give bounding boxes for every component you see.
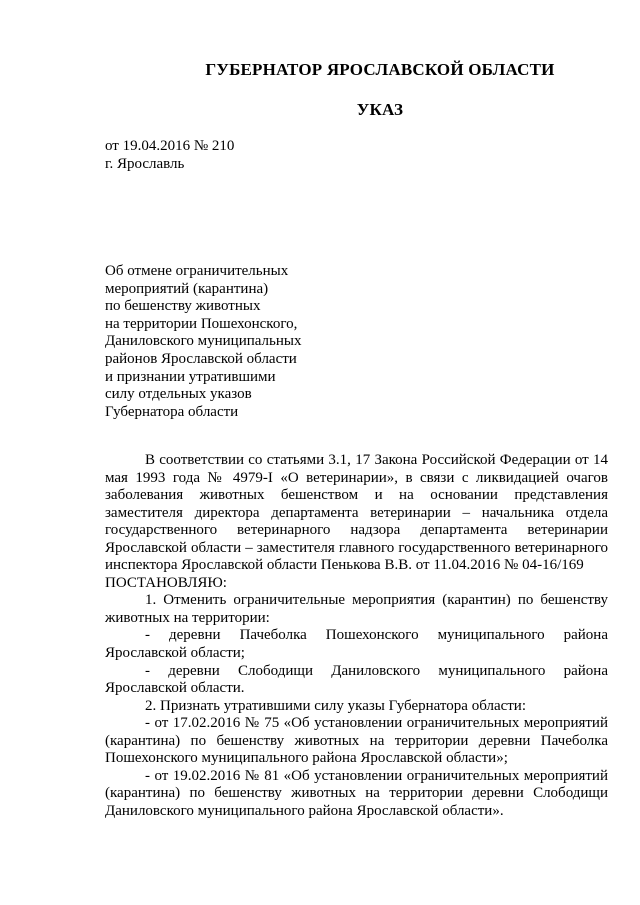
title-line: по бешенству животных [105, 298, 261, 315]
document-type: УКАЗ [356, 100, 404, 119]
item-1-village-1: - деревни Пачеболка Пошехонского муниципального района Ярославской области; [105, 627, 608, 662]
item-2: 2. Признать утратившими силу указы Губернатора области: [145, 697, 527, 714]
document-body [105, 452, 608, 820]
document-title [105, 263, 302, 421]
preamble-paragraph: В соответствии со статьями 3.1, 17 Закона Российской Федерации от 14 мая 1993 года № 4979-I «О ветеринарии», в связи с ликвидацией очагов заболевания животных бешенством и на основании представления заместителя директора департамента ветеринарии – начальника отдела государственного ветеринарного надзора департамента ветеринарии Ярославской области – заместителя главного государственного ветеринарного инспектора Ярославской области Пенькова В.В. от 11.04.2016 № 04-16/169 [105, 452, 608, 574]
title-line: Даниловского муниципальных [105, 333, 302, 350]
item-1: 1. Отменить ограничительные мероприятия (карантин) по бешенству животных на территории: [105, 592, 608, 626]
title-line: Губернатора области [105, 403, 239, 420]
issuing-authority: ГУБЕРНАТОР ЯРОСЛАВСКОЙ ОБЛАСТИ [205, 60, 555, 79]
item-2-decree-2: - от 19.02.2016 № 81 «Об установлении ограничительных мероприятий (карантина) по бешенству животных на территории деревни Слободищи Даниловского муниципального района Ярославской области». [105, 767, 608, 819]
city: г. Ярославль [105, 156, 185, 172]
title-line: силу отдельных указов [105, 386, 252, 403]
title-line: и признании утратившими [105, 368, 276, 385]
title-line: мероприятий (карантина) [105, 280, 269, 297]
date-number: от 19.04.2016 № 210 [105, 138, 235, 154]
item-1-village-2: - деревни Слободищи Даниловского муниципального района Ярославской области. [105, 662, 608, 697]
title-line: районов Ярославской области [105, 350, 297, 367]
decree-word: ПОСТАНОВЛЯЮ: [105, 574, 227, 591]
title-line: Об отмене ограничительных [105, 263, 289, 279]
title-line: на территории Пошехонского, [105, 315, 298, 332]
item-2-decree-1: - от 17.02.2016 № 75 «Об установлении ограничительных мероприятий (карантина) по бешенству животных на территории деревни Пачеболка Пошехонского муниципального района Ярославской области»; [105, 715, 608, 767]
